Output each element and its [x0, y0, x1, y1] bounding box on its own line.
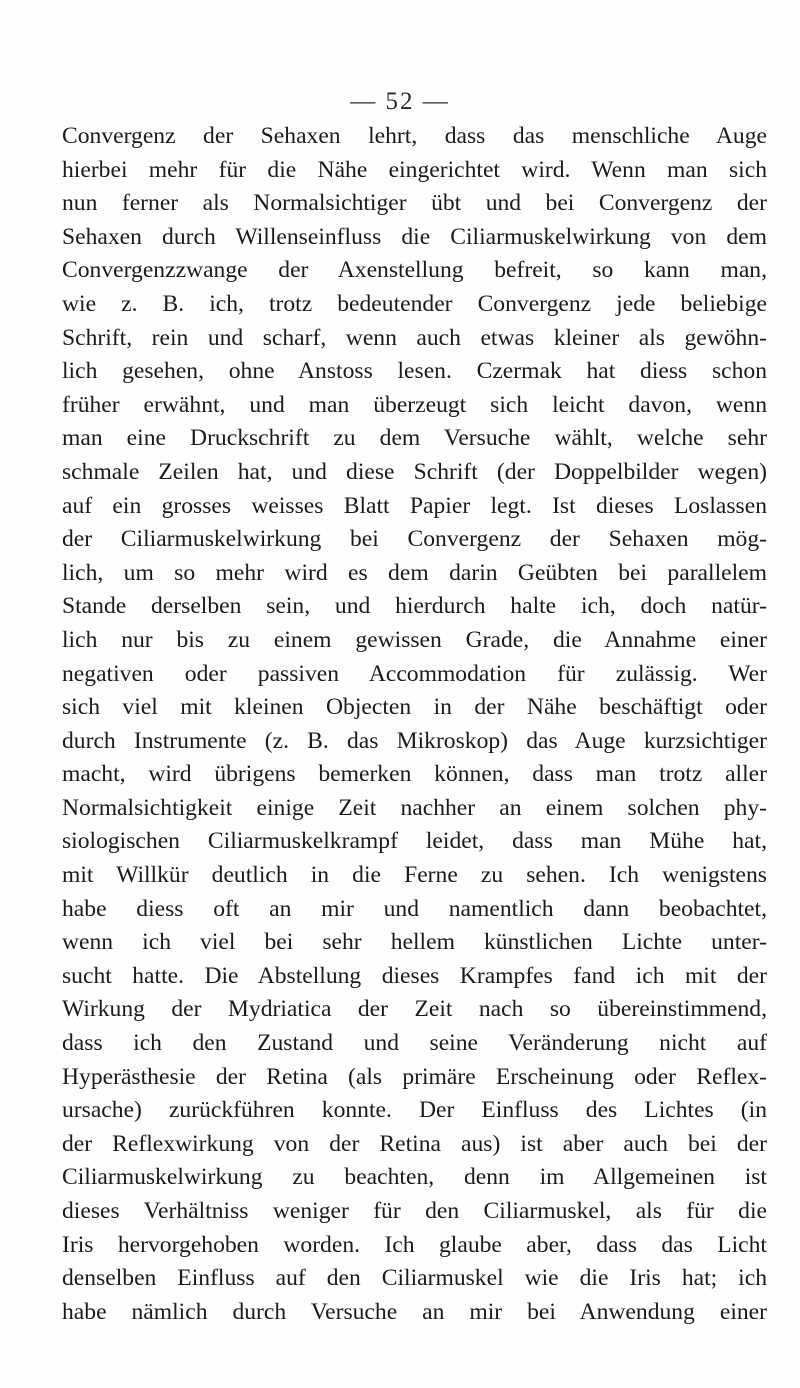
- text-line: auf ein grosses weisses Blatt Papier legt. Ist dieses Loslassen: [62, 492, 767, 519]
- text-line: wie z. B. ich, trotz bedeutender Convergenz jede beliebige: [62, 290, 767, 317]
- text-line: ursache) zurückführen konnte. Der Einfluss des Lichtes (in: [62, 1097, 767, 1124]
- text-line: hierbei mehr für die Nähe eingerichtet wird. Wenn man sich: [62, 156, 767, 183]
- text-line: negativen oder passiven Accommodation für zulässig. Wer: [62, 660, 767, 687]
- text-line: Hyperästhesie der Retina (als primäre Erscheinung oder Reflex-: [62, 1063, 767, 1090]
- text-line: lich gesehen, ohne Anstoss lesen. Czermak hat diess schon: [62, 358, 767, 385]
- text-line: denselben Einfluss auf den Ciliarmuskel wie die Iris hat; ich: [62, 1265, 767, 1292]
- text-line: nun ferner als Normalsichtiger übt und bei Convergenz der: [62, 190, 767, 217]
- text-line: mit Willkür deutlich in die Ferne zu sehen. Ich wenigstens: [62, 862, 767, 889]
- text-line: habe nämlich durch Versuche an mir bei Anwendung einer: [62, 1298, 767, 1325]
- text-line: Stande derselben sein, und hierdurch halte ich, doch natür-: [62, 593, 767, 620]
- text-line: wenn ich viel bei sehr hellem künstlichen Lichte unter-: [62, 929, 767, 956]
- text-line: dass ich den Zustand und seine Veränderung nicht auf: [62, 1030, 767, 1057]
- text-line: Convergenz der Sehaxen lehrt, dass das menschliche Auge: [62, 123, 767, 149]
- text-line: dieses Verhältniss weniger für den Ciliarmuskel, als für die: [62, 1198, 767, 1224]
- text-line: sich viel mit kleinen Objecten in der Nähe beschäftigt oder: [62, 694, 767, 721]
- text-line: früher erwähnt, und man überzeugt sich leicht davon, wenn: [62, 391, 767, 418]
- text-line: siologischen Ciliarmuskelkrampf leidet, dass man Mühe hat,: [62, 828, 767, 855]
- text-line: Normalsichtigkeit einige Zeit nachher an einem solchen phy-: [62, 794, 767, 821]
- text-line: Iris hervorgehoben worden. Ich glaube aber, dass das Licht: [62, 1231, 767, 1258]
- text-line: macht, wird übrigens bemerken können, dass man trotz aller: [62, 761, 767, 788]
- text-line: der Reflexwirkung von der Retina aus) ist aber auch bei der: [62, 1130, 767, 1157]
- text-line: lich nur bis zu einem gewissen Grade, die Annahme einer: [62, 626, 767, 653]
- text-line: sucht hatte. Die Abstellung dieses Krampfes fand ich mit der: [62, 962, 767, 989]
- text-line: habe diess oft an mir und namentlich dann beobachtet,: [62, 895, 767, 922]
- text-line: Ciliarmuskelwirkung zu beachten, denn im Allgemeinen ist: [62, 1164, 767, 1191]
- text-line: Sehaxen durch Willenseinfluss die Ciliarmuskelwirkung von dem: [62, 223, 767, 250]
- text-line: Wirkung der Mydriatica der Zeit nach so übereinstimmend,: [62, 996, 767, 1023]
- text-line: der Ciliarmuskelwirkung bei Convergenz der Sehaxen mög-: [62, 526, 767, 553]
- text-line: durch Instrumente (z. B. das Mikroskop) das Auge kurzsichtiger: [62, 727, 767, 754]
- text-line: Convergenzzwange der Axenstellung befreit, so kann man,: [62, 257, 767, 284]
- text-line: Schrift, rein und scharf, wenn auch etwas kleiner als gewöhn-: [62, 324, 767, 351]
- page-number: — 52 —: [350, 88, 450, 115]
- text-line: lich, um so mehr wird es dem darin Geübten bei parallelem: [62, 559, 767, 586]
- body-text: [62, 120, 767, 1329]
- text-line: man eine Druckschrift zu dem Versuche wählt, welche sehr: [62, 425, 767, 452]
- text-line: schmale Zeilen hat, und diese Schrift (der Doppelbilder wegen): [62, 458, 767, 485]
